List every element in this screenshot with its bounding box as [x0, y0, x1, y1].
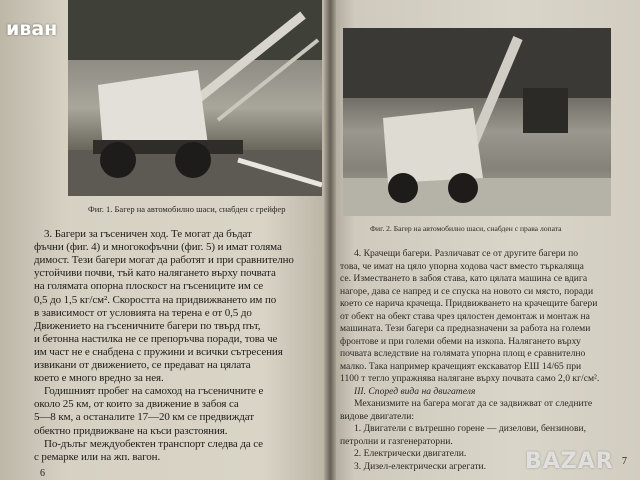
text-line: 4. Крачещи багери. Различават се от другите багери по — [354, 248, 579, 259]
text-line: устойчиви почви, тъй като налягането върху почвата — [34, 267, 276, 280]
text-line: димост. Тези багери могат да работят и при сравнително — [34, 254, 294, 267]
text-line: 1. Двигатели с вътрешно горене — дизелови, бензинови, — [354, 423, 587, 434]
bazar-logo: BAZAR — [525, 449, 614, 474]
text-line: нагоре, дава се напред и се спуска на новото си място, поради — [340, 285, 594, 297]
excavator-photo-2 — [343, 28, 611, 216]
text-line: 2. Електрически двигатели. — [354, 448, 467, 459]
text-line: което се нарича крачеща. Придвижването на крачещите багери — [340, 298, 598, 309]
text-line: фронтове и при големи обеми на изкопа. Налягането върху — [340, 335, 581, 347]
text-line: Движението на гъсеничните багери по твърд път, — [34, 319, 261, 332]
excavator-photo-1 — [68, 0, 322, 196]
excavator-illustration-1 — [68, 0, 322, 196]
text-line: обектно придвижване на къси разстояния. — [34, 424, 228, 437]
text-line: с ремарке или на жп. вагон. — [34, 450, 161, 463]
text-line: 3. Дизел-електрически агрегати. — [354, 460, 487, 472]
text-line: от обект на обект става чрез цялостен демонтаж и монтаж на — [340, 310, 590, 322]
text-line: 0,5 до 1,5 кг/см². Скоростта на придвижването им по — [34, 293, 277, 306]
text-line: видове двигатели: — [340, 410, 415, 422]
text-line: фъчни (фиг. 4) и многокофъчни (фиг. 5) и имат голяма — [34, 241, 282, 254]
book-gutter — [324, 0, 336, 480]
text-line: и бетонна настилка не се препоръчва поради, това че — [34, 332, 278, 345]
section-heading: III. Според вида на двигателя — [354, 385, 476, 397]
text-line: в зависимост от условията на терена е от 0,5 до — [34, 306, 252, 319]
text-line: Механизмите на багера могат да се задвижват от следните — [354, 398, 593, 409]
text-line: 5—8 км, а останалите 17—20 км се предвиждат — [34, 411, 254, 424]
page-number-left: 6 — [40, 468, 45, 479]
text-line: около 25 км, от които за движение в забоя са — [34, 398, 239, 411]
text-line: машината. Тези багери са предназначени за работа на големи — [340, 323, 591, 334]
watermark: иван — [6, 18, 58, 40]
text-line: петролни и газгенераторни. — [340, 435, 453, 447]
text-line: 3. Багери за гъсеничен ход. Те могат да бъдат — [44, 228, 252, 240]
text-line: им част не е снабдена с пружини и всички сътресения — [34, 345, 283, 358]
text-line: се. Изместването в забоя става, като цялата машина се вдига — [340, 273, 588, 284]
text-line: това, че имат на цяло упорна ходова част вместо търкаляща — [340, 260, 584, 272]
excavator-illustration-2 — [343, 28, 611, 216]
text-line: на голямата опорна плоскост на гъсениците им се — [34, 280, 264, 293]
text-line: почвата вследствие на голямата упорна площ е сравнително — [340, 348, 586, 359]
figure-2-caption: Фиг. 2. Багер на автомобилно шаси, снабден с права лопата — [370, 224, 562, 233]
text-line: малко. Така например крачещият екскаватор ЕШ 14/65 при — [340, 360, 582, 372]
text-line: 1100 т тегло упражнява налягане върху почвата само 2,0 кг/см². — [340, 373, 600, 384]
text-line: По-дълъг междуобектен транспорт следва да се — [44, 437, 263, 450]
text-line: извикани от движението, се предават на цялата — [34, 359, 251, 371]
text-line: Годишният пробег на самоход на гъсеничните е — [44, 385, 264, 398]
text-line: което е много вредно за нея. — [34, 372, 164, 385]
figure-1-caption: Фиг. 1. Багер на автомобилно шаси, снабден с грейфер — [88, 204, 286, 214]
page-number-right: 7 — [622, 456, 627, 467]
